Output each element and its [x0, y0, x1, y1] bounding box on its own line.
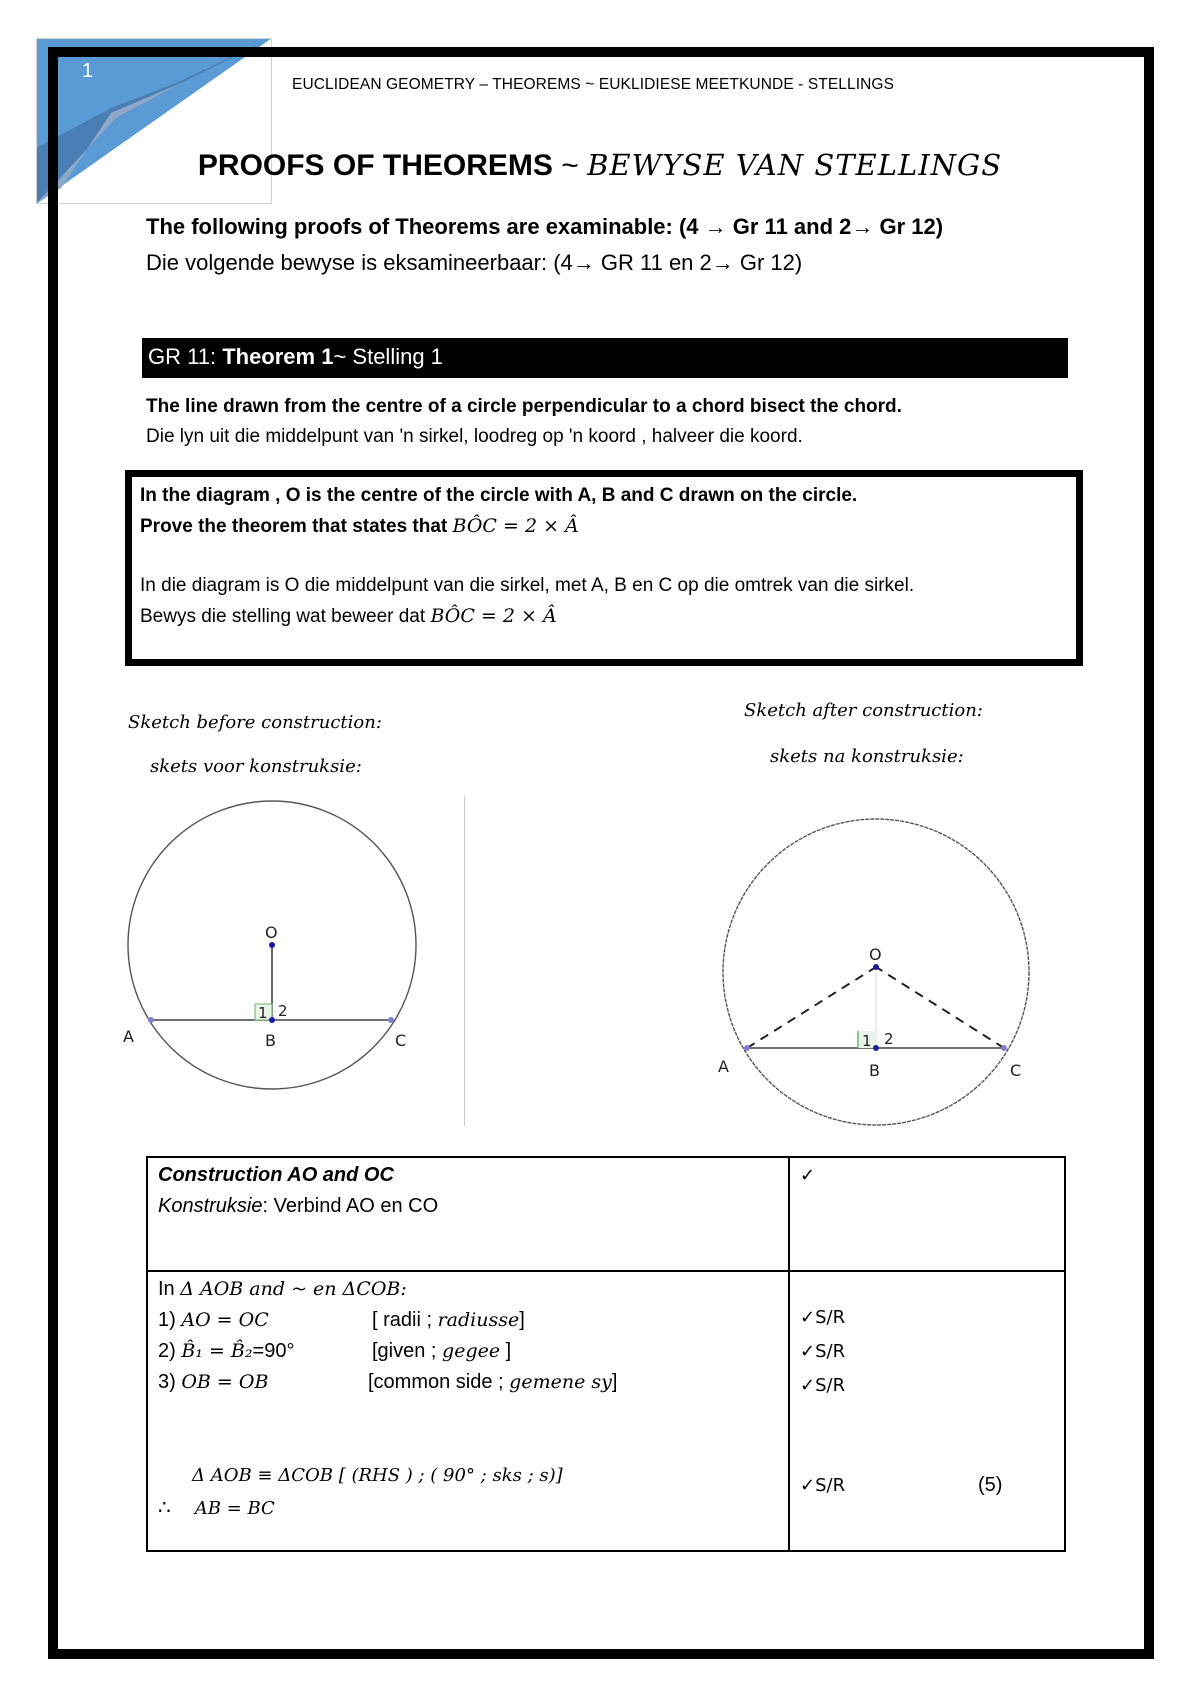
question-af-formula: BÔC = 2 × Â	[430, 605, 557, 627]
total-marks: (5)	[978, 1474, 1003, 1496]
svg-text:C: C	[395, 1031, 407, 1050]
sketch-divider	[464, 796, 465, 1126]
intro-afrikaans: Die volgende bewyse is eksamineerbaar: (4→ GR 11 en 2→ Gr 12)	[146, 250, 803, 275]
theorem-heading-bar	[142, 338, 1068, 378]
title-separator: ~	[552, 149, 588, 182]
mark-step-1: ✓S/R	[800, 1307, 846, 1328]
proof-table	[146, 1156, 1066, 1552]
question-spacer	[140, 545, 1076, 575]
svg-text:A: A	[123, 1027, 134, 1046]
label-O: O	[265, 923, 278, 942]
svg-text:2: 2	[278, 1002, 288, 1020]
question-af-line1: In die diagram is O die middelpunt van die sirkel, met A, B en C op die omtrek van die sirkel.	[140, 575, 915, 596]
question-en-line1: In the diagram , O is the centre of the circle with A, B and C drawn on the circle.	[140, 485, 858, 506]
intro-english: The following proofs of Theorems are examinable: (4 → Gr 11 and 2→ Gr 12)	[146, 214, 944, 239]
mark-step-3: ✓S/R	[800, 1375, 846, 1396]
svg-text:B: B	[869, 1061, 880, 1080]
page-title	[0, 148, 1200, 183]
running-header: EUCLIDEAN GEOMETRY – THEOREMS ~ EUKLIDIESE MEETKUNDE - STELLINGS	[292, 76, 895, 93]
svg-text:B: B	[265, 1031, 276, 1050]
proof-row	[147, 1271, 1065, 1551]
proof-spacer	[158, 1402, 778, 1433]
proof-step-1: 1) AO = OC [ radii ; radiusse]	[158, 1309, 525, 1331]
theorem-statement-english: The line drawn from the centre of a circle perpendicular to a chord bisect the chord.	[146, 396, 902, 417]
theorem-statement-afrikaans: Die lyn uit die middelpunt van 'n sirkel, loodreg op 'n koord , halveer die koord.	[146, 426, 803, 447]
sketch-before-label-af: skets voor konstruksie:	[150, 756, 362, 777]
construction-afrikaans: Konstruksie: Verbind AO en CO	[158, 1195, 439, 1217]
page-number: 1	[82, 60, 94, 82]
svg-text:2: 2	[884, 1030, 894, 1048]
construction-mark-cell	[789, 1157, 1065, 1271]
proof-marks-cell	[789, 1271, 1065, 1551]
proof-congruence: Δ AOB ≡ ΔCOB [ (RHS ) ; ( 90° ; sks ; s)]	[192, 1465, 563, 1486]
svg-text:1: 1	[862, 1032, 872, 1050]
mark-step-2: ✓S/R	[800, 1341, 846, 1362]
svg-text:A: A	[718, 1057, 729, 1076]
diagram-after-construction	[700, 810, 1060, 1140]
sketch-after-label-af: skets na konstruksie:	[770, 746, 964, 767]
proof-intro: In Δ AOB and ~ en ΔCOB:	[158, 1278, 407, 1300]
diagram-before-construction	[100, 800, 440, 1110]
mark-conclusion: ✓S/R (5)	[800, 1474, 1003, 1496]
construction-english: Construction AO and OC	[158, 1164, 394, 1186]
proof-steps-cell	[147, 1271, 789, 1551]
question-box	[125, 470, 1083, 666]
construction-cell	[147, 1157, 789, 1271]
title-english: PROOFS OF THEOREMS	[197, 149, 553, 182]
proof-step-2: 2) B̂₁ = B̂₂=90° [given ; gegee ]	[158, 1340, 512, 1362]
theorem-grade: GR 11:	[148, 344, 223, 369]
svg-text:O: O	[869, 945, 882, 964]
sketch-after-label-en: Sketch after construction:	[744, 700, 983, 721]
construction-row	[147, 1157, 1065, 1271]
title-afrikaans: BEWYSE VAN STELLINGS	[587, 148, 1003, 182]
proof-spacer-2	[158, 1433, 778, 1464]
proof-step-3: 3) OB = OB [common side ; gemene sy]	[158, 1371, 618, 1393]
question-en-formula: BÔC = 2 × Â	[452, 515, 579, 537]
check-mark-icon: ✓	[800, 1165, 816, 1186]
theorem-stelling: ~ Stelling 1	[333, 344, 443, 369]
question-af-line2: Bewys die stelling wat beweer dat BÔC = 2 × Â	[140, 605, 557, 627]
svg-text:C: C	[1010, 1061, 1022, 1080]
sketch-before-label-en: Sketch before construction:	[128, 712, 382, 733]
theorem-number: Theorem 1	[222, 344, 334, 369]
proof-conclusion: ∴ AB = BC	[158, 1497, 275, 1519]
question-en-line2: Prove the theorem that states that BÔC = 2 × Â	[140, 515, 579, 537]
svg-text:1: 1	[258, 1004, 268, 1022]
